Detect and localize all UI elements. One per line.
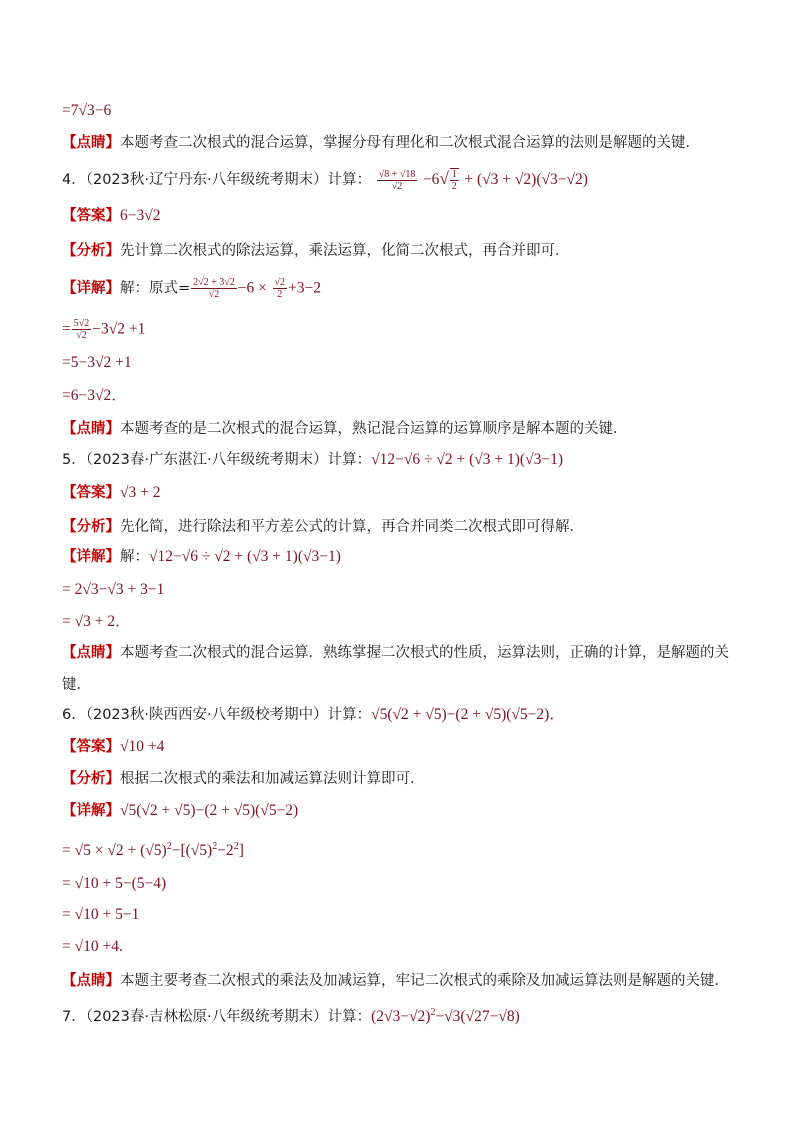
question-5 xyxy=(62,450,563,470)
step-line: = 2√3−√3 + 3−1 xyxy=(62,581,165,598)
numerator: 1 xyxy=(451,169,457,180)
denominator: 2 xyxy=(277,289,283,300)
step-line xyxy=(62,837,244,861)
comment-continuation: 键． xyxy=(62,677,91,693)
fraction xyxy=(273,277,288,300)
step-line xyxy=(62,318,145,341)
math-part: = √5 × √2 + (√5) xyxy=(62,842,167,860)
analysis-line xyxy=(62,241,570,261)
detail-line xyxy=(62,801,298,821)
math-expr: √5(√2 + √5)−(2 + √5)(√5−2)． xyxy=(371,706,565,723)
analysis-text: 先化简，进行除法和平方差公式的计算，再合并同类二次根式即可得解． xyxy=(120,519,584,535)
fraction xyxy=(377,169,418,192)
math-expr: = xyxy=(62,320,71,338)
detail-line xyxy=(62,277,321,300)
step-line: =6−3√2． xyxy=(62,387,127,404)
comment-line xyxy=(62,133,700,153)
denominator: √2 xyxy=(391,180,403,192)
math-part: (2√3−√2) xyxy=(371,1008,431,1026)
math-part: ] xyxy=(238,842,244,860)
denominator: √2 xyxy=(208,289,220,300)
answer-value: √10 +4 xyxy=(120,738,165,755)
detail-tag: 【详解】 xyxy=(62,280,120,297)
detail-tag: 【详解】 xyxy=(62,549,120,565)
question-7 xyxy=(62,1003,520,1027)
analysis-text: 根据二次根式的乘法和加减运算法则计算即可． xyxy=(120,771,425,787)
analysis-line xyxy=(62,517,584,537)
comment-line xyxy=(62,971,729,991)
numerator: 2√2 + 3√2 xyxy=(193,277,235,288)
step-line: = √10 + 5−1 xyxy=(62,906,140,923)
detail-prefix: 解：原式= xyxy=(120,280,191,297)
detail-prefix: 解： xyxy=(120,549,149,565)
math-expr: −3√2 +1 xyxy=(92,320,146,338)
exponent: 2 xyxy=(166,841,172,852)
math-expr xyxy=(371,1008,520,1025)
denominator: √2 xyxy=(76,330,87,341)
comment-tag: 【点睛】 xyxy=(62,645,120,661)
step-line: = √3 + 2． xyxy=(62,613,131,630)
comment-text: 本题主要考查二次根式的乘法及加减运算，牢记二次根式的乘除及加减运算法则是解题的关键． xyxy=(120,973,729,989)
comment-line xyxy=(62,419,628,439)
math-expr: −6 × xyxy=(237,279,267,297)
math-part: −2 xyxy=(217,842,234,860)
question-label: 4．（2023秋·辽宁丹东·八年级统考期末）计算： xyxy=(62,172,372,188)
answer-line xyxy=(62,737,164,757)
detail-tag: 【详解】 xyxy=(62,803,120,819)
comment-tag: 【点睛】 xyxy=(62,135,120,151)
math-expr: −6 xyxy=(422,171,440,188)
comment-text: 本题考查二次根式的混合运算．熟练掌握二次根式的性质，运算法则，正确的计算，是解题的关 xyxy=(120,645,729,661)
analysis-tag: 【分析】 xyxy=(62,243,120,259)
math-expr: √12−√6 ÷ √2 + (√3 + 1)(√3−1) xyxy=(149,548,341,565)
exponent: 2 xyxy=(233,841,239,852)
analysis-tag: 【分析】 xyxy=(62,519,120,535)
step-line: =7√3−6 xyxy=(62,102,112,119)
fraction xyxy=(191,277,237,300)
question-6 xyxy=(62,705,565,725)
numerator: 5√2 xyxy=(73,318,90,329)
analysis-text: 先计算二次根式的除法运算，乘法运算，化简二次根式，再合并即可． xyxy=(120,243,570,259)
math-part: −√3(√27−√8) xyxy=(435,1008,520,1026)
numerator: √8 + √18 xyxy=(378,168,416,180)
answer-value: √3 + 2 xyxy=(120,484,161,501)
step-line: =5−3√2 +1 xyxy=(62,354,132,371)
answer-line xyxy=(62,483,161,503)
analysis-tag: 【分析】 xyxy=(62,771,120,787)
answer-tag: 【答案】 xyxy=(62,485,120,501)
question-label: 7．（2023春·吉林松原·八年级统考期末）计算： xyxy=(62,1009,372,1026)
math-part: −[(√5) xyxy=(171,842,213,860)
math-expr: √12−√6 ÷ √2 + (√3 + 1)(√3−1) xyxy=(371,451,563,468)
analysis-line xyxy=(62,769,425,789)
fraction xyxy=(450,168,459,192)
step-line: = √10 + 5−(5−4) xyxy=(62,875,167,892)
math-expr: + (√3 + √2)(√3−√2) xyxy=(464,171,588,188)
question-label: 6．（2023秋·陕西西安·八年级校考期中）计算： xyxy=(62,707,372,723)
fraction xyxy=(72,318,92,341)
question-4 xyxy=(62,168,588,192)
exponent: 2 xyxy=(430,1007,436,1018)
math-expr: √5(√2 + √5)−(2 + √5)(√5−2) xyxy=(120,802,299,819)
answer-tag: 【答案】 xyxy=(62,739,120,755)
question-label: 5．（2023春·广东湛江·八年级统考期末）计算： xyxy=(62,452,372,468)
comment-tag: 【点睛】 xyxy=(62,421,120,437)
comment-tag: 【点睛】 xyxy=(62,973,120,989)
numerator: √2 xyxy=(274,277,285,288)
answer-value: 6−3√2 xyxy=(120,207,161,224)
comment-text: 本题考查二次根式的混合运算，掌握分母有理化和二次根式混合运算的法则是解题的关键． xyxy=(120,135,700,151)
comment-line xyxy=(62,643,729,663)
denominator: 2 xyxy=(451,181,457,192)
answer-line xyxy=(62,206,161,226)
answer-tag: 【答案】 xyxy=(62,208,120,224)
detail-line xyxy=(62,547,341,567)
step-line: = √10 +4. xyxy=(62,938,123,955)
math-expr: +3−2 xyxy=(288,279,321,297)
comment-text: 本题考查的是二次根式的混合运算，熟记混合运算的运算顺序是解本题的关键． xyxy=(120,421,628,437)
sqrt-sign: √ xyxy=(439,169,449,188)
exponent: 2 xyxy=(212,841,218,852)
